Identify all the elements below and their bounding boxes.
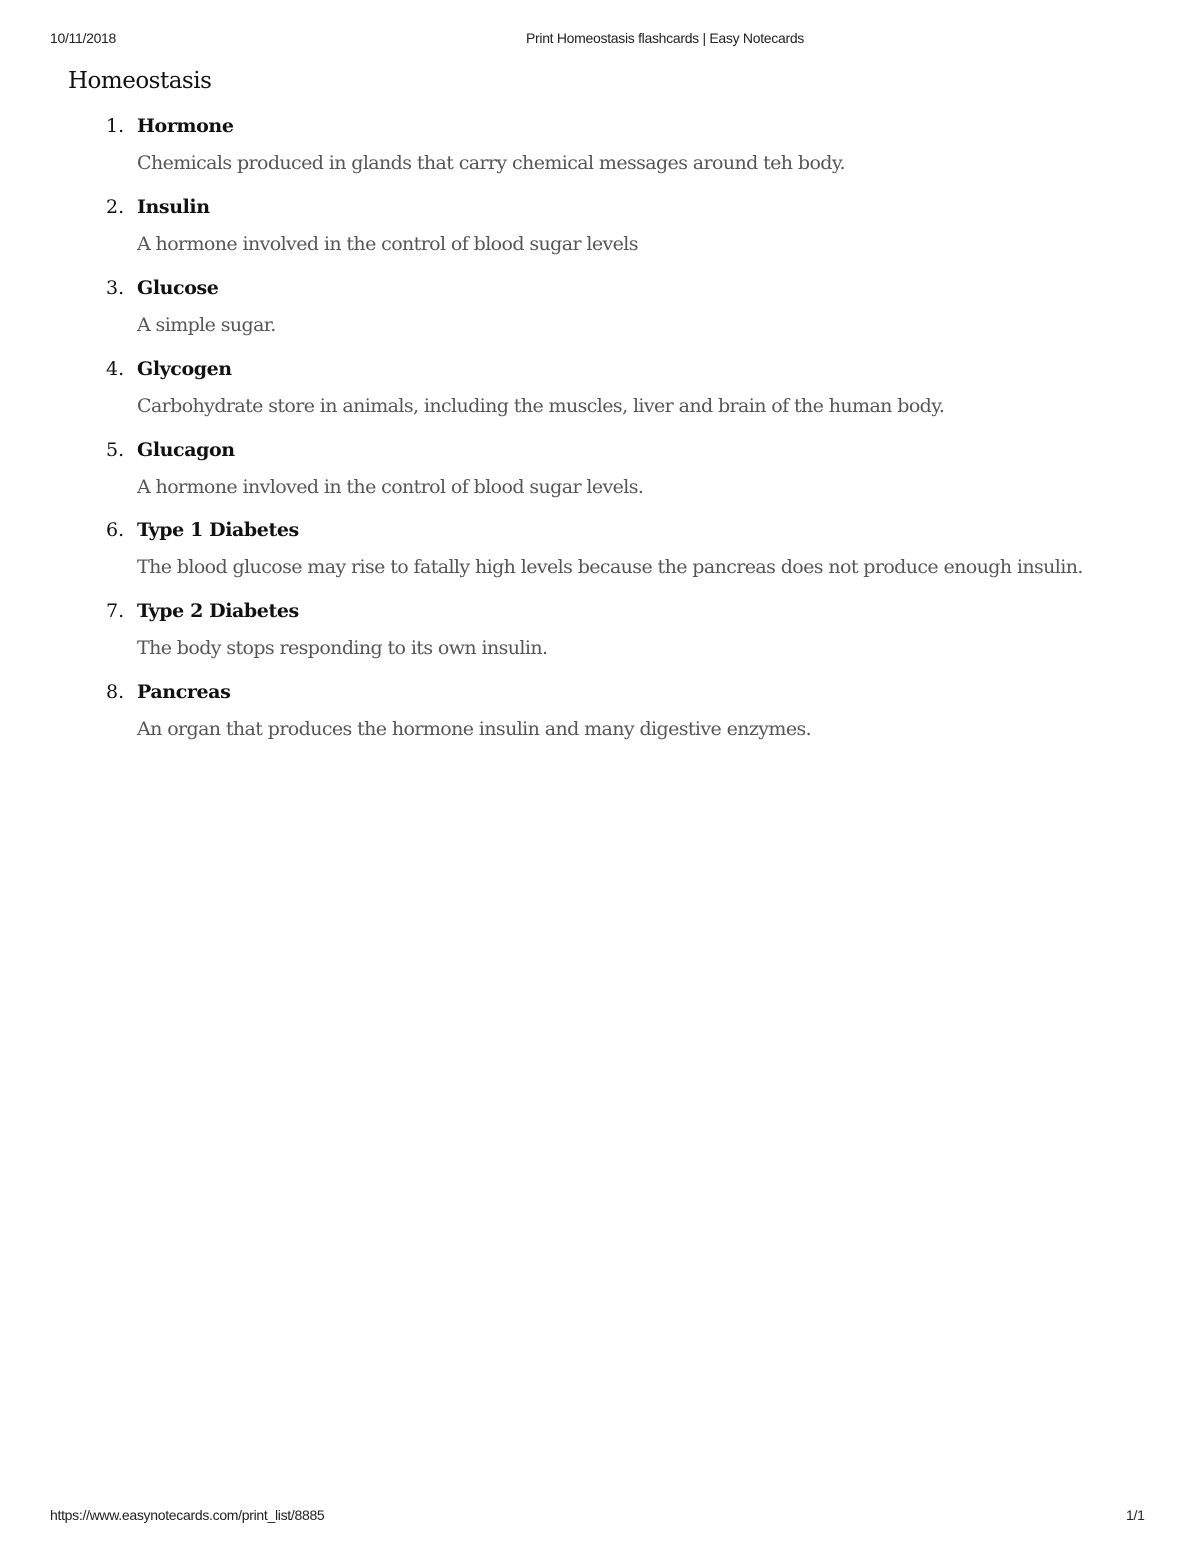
card-definition: An organ that produces the hormone insulin and many digestive enzymes. bbox=[137, 718, 812, 741]
card-term: Glucagon bbox=[137, 438, 235, 461]
card-term: Insulin bbox=[137, 195, 210, 218]
card-term: Type 1 Diabetes bbox=[137, 519, 299, 542]
item-number: 5. bbox=[106, 438, 125, 461]
item-number: 3. bbox=[106, 276, 125, 299]
item-number: 8. bbox=[106, 681, 125, 704]
print-date: 10/11/2018 bbox=[50, 30, 117, 46]
card-term: Hormone bbox=[137, 115, 234, 137]
item-number: 6. bbox=[106, 519, 125, 542]
card-definition: The blood glucose may rise to fatally high levels because the pancreas does not produce enough insulin. bbox=[137, 556, 1083, 579]
page-url: https://www.easynotecards.com/print_list/8885 bbox=[50, 1507, 325, 1523]
item-number: 1. bbox=[106, 115, 125, 137]
card-definition: The body stops responding to its own insulin. bbox=[137, 637, 548, 660]
item-number: 7. bbox=[106, 600, 125, 623]
card-term: Glucose bbox=[137, 276, 219, 299]
card-definition: A hormone invloved in the control of blood sugar levels. bbox=[137, 475, 644, 498]
page-title: Homeostasis bbox=[68, 68, 212, 94]
card-term: Type 2 Diabetes bbox=[137, 600, 299, 623]
item-number: 4. bbox=[106, 357, 125, 380]
print-page-title: Print Homeostasis flashcards | Easy Notecards bbox=[525, 30, 805, 46]
card-definition: Chemicals produced in glands that carry chemical messages around teh body. bbox=[137, 152, 845, 174]
page-number: 1/1 bbox=[1126, 1507, 1145, 1523]
card-definition: A hormone involved in the control of blood sugar levels bbox=[137, 232, 638, 255]
item-number: 2. bbox=[106, 195, 125, 218]
card-term: Glycogen bbox=[137, 357, 232, 380]
card-term: Pancreas bbox=[137, 681, 231, 704]
card-definition: Carbohydrate store in animals, including the muscles, liver and brain of the human body. bbox=[137, 394, 945, 417]
card-definition: A simple sugar. bbox=[137, 313, 276, 336]
